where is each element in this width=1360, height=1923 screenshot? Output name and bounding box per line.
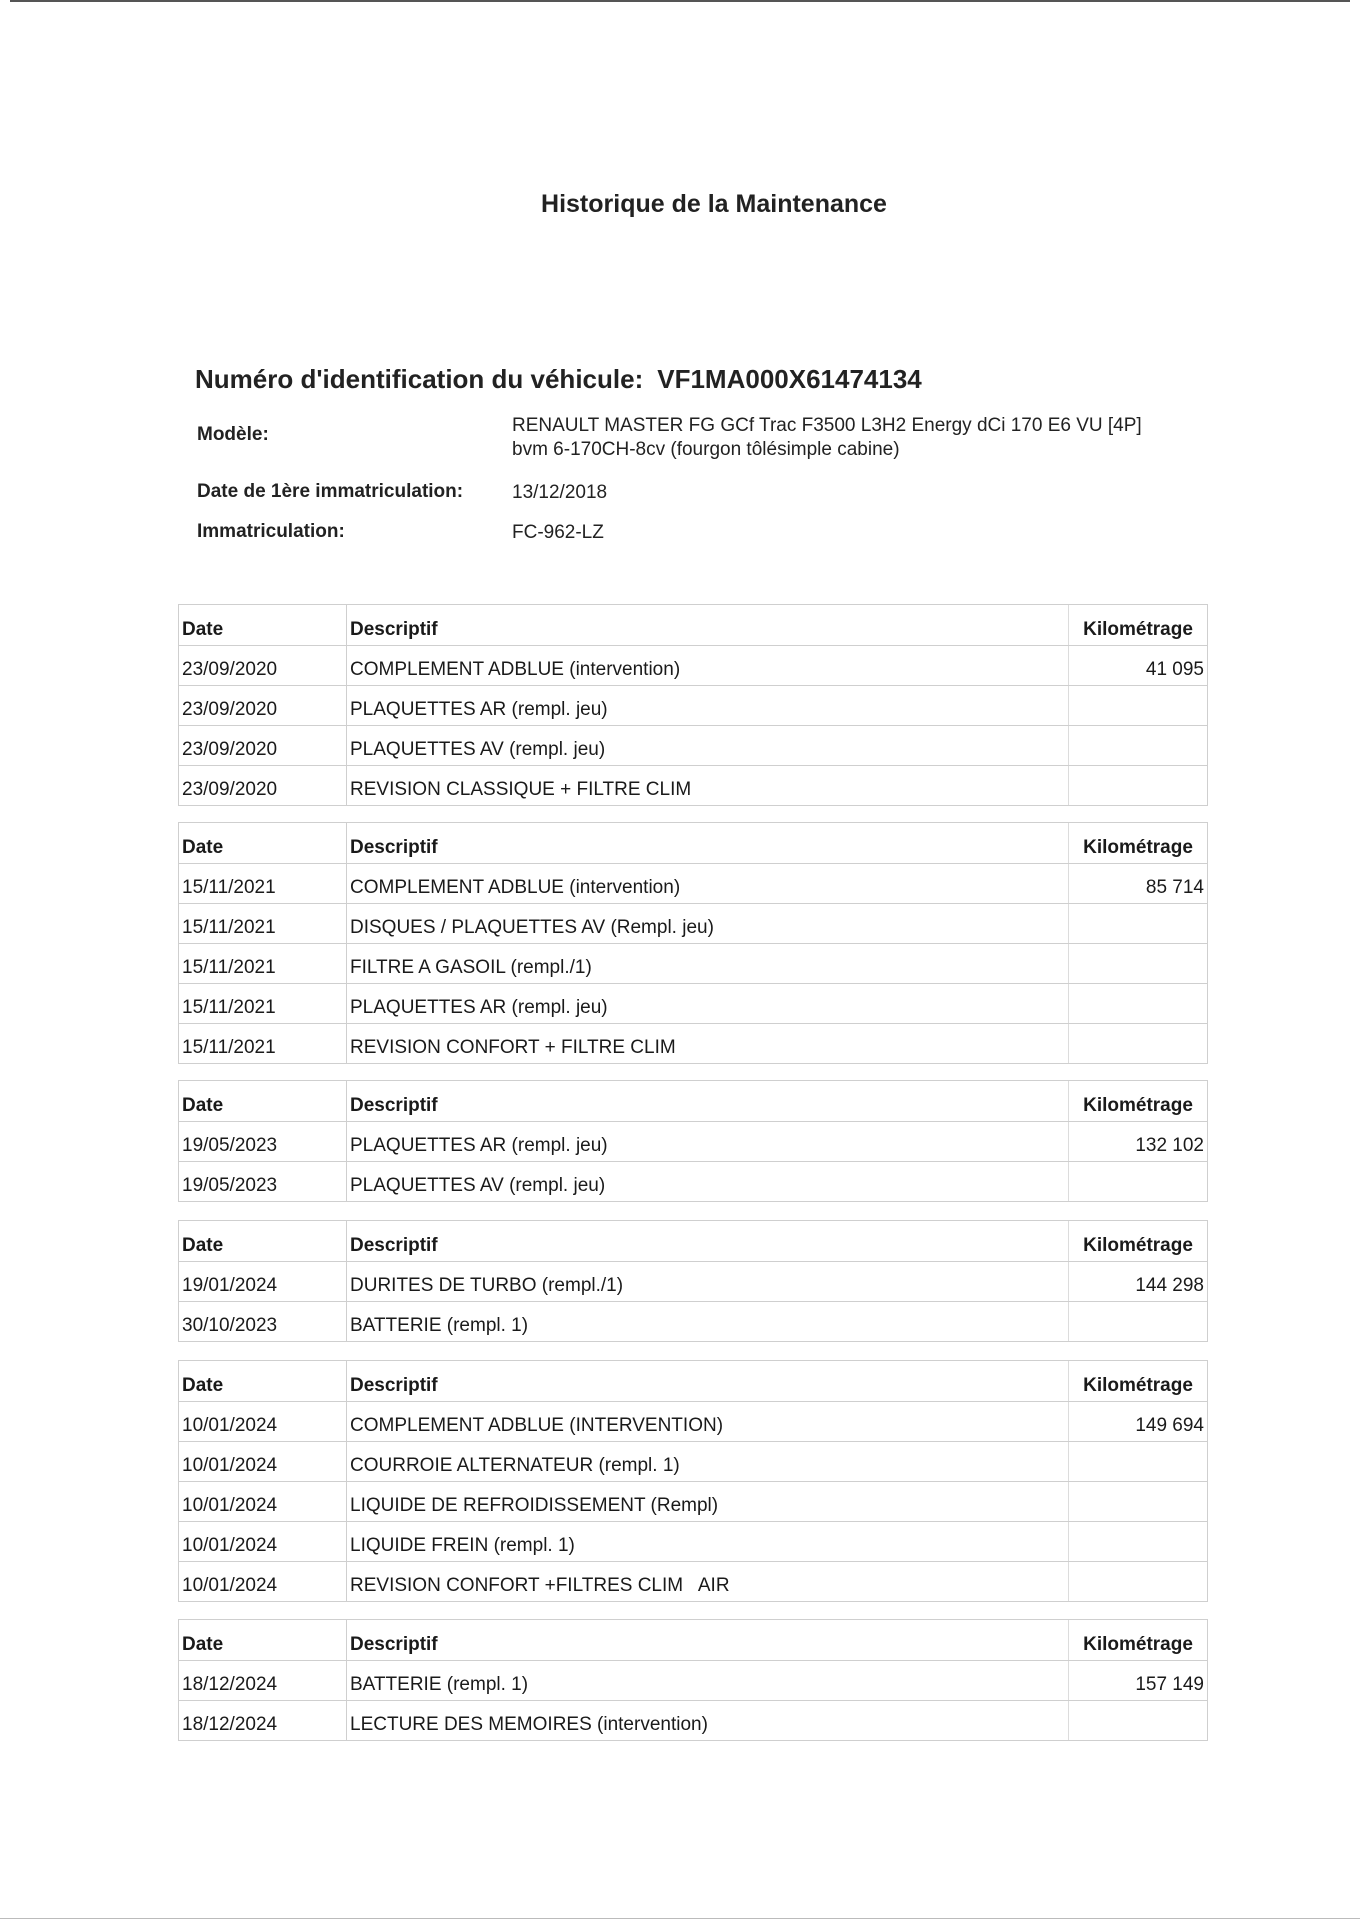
row-descriptif: LIQUIDE DE REFROIDISSEMENT (Rempl) xyxy=(346,1482,1058,1521)
header-descriptif: Descriptif xyxy=(346,605,1058,645)
table-row xyxy=(178,726,1208,766)
row-date: 10/01/2024 xyxy=(178,1522,346,1561)
table-row xyxy=(178,1482,1208,1522)
vin-line xyxy=(195,364,922,395)
bottom-rule xyxy=(0,1918,1360,1919)
row-descriptif: DURITES DE TURBO (rempl./1) xyxy=(346,1262,1058,1301)
header-date: Date xyxy=(178,823,346,863)
plate-value: FC-962-LZ xyxy=(512,522,604,543)
row-date: 23/09/2020 xyxy=(178,646,346,685)
table-header-row xyxy=(178,1081,1208,1122)
table-header-row xyxy=(178,823,1208,864)
row-descriptif: BATTERIE (rempl. 1) xyxy=(346,1661,1058,1700)
maintenance-table-4 xyxy=(178,1220,1208,1342)
header-kilometrage: Kilométrage xyxy=(1068,1361,1208,1401)
table-row xyxy=(178,1562,1208,1602)
maintenance-table-5 xyxy=(178,1360,1208,1602)
row-kilometrage xyxy=(1068,1562,1208,1601)
header-date: Date xyxy=(178,605,346,645)
table-row xyxy=(178,766,1208,806)
row-kilometrage xyxy=(1068,944,1208,983)
model-line-1: RENAULT MASTER FG GCf Trac F3500 L3H2 Energy dCi 170 E6 VU [4P] xyxy=(512,415,1142,436)
row-date: 19/05/2023 xyxy=(178,1122,346,1161)
row-date: 15/11/2021 xyxy=(178,1024,346,1063)
row-date: 15/11/2021 xyxy=(178,984,346,1023)
row-descriptif: LIQUIDE FREIN (rempl. 1) xyxy=(346,1522,1058,1561)
row-descriptif: REVISION CLASSIQUE + FILTRE CLIM xyxy=(346,766,1058,805)
row-kilometrage xyxy=(1068,766,1208,805)
row-kilometrage xyxy=(1068,1024,1208,1063)
plate-label: Immatriculation: xyxy=(197,521,345,542)
row-kilometrage: 132 102 xyxy=(1068,1122,1208,1161)
row-date: 10/01/2024 xyxy=(178,1402,346,1441)
row-date: 23/09/2020 xyxy=(178,686,346,725)
row-descriptif: PLAQUETTES AV (rempl. jeu) xyxy=(346,1162,1058,1201)
header-kilometrage: Kilométrage xyxy=(1068,1081,1208,1121)
table-row xyxy=(178,1024,1208,1064)
table-header-row xyxy=(178,1361,1208,1402)
maintenance-table-3 xyxy=(178,1080,1208,1202)
header-date: Date xyxy=(178,1081,346,1121)
table-row xyxy=(178,1442,1208,1482)
row-date: 23/09/2020 xyxy=(178,766,346,805)
row-date: 10/01/2024 xyxy=(178,1562,346,1601)
table-row xyxy=(178,904,1208,944)
table-row xyxy=(178,1402,1208,1442)
row-date: 18/12/2024 xyxy=(178,1661,346,1700)
vin-label: Numéro d'identification du véhicule: xyxy=(195,364,644,394)
row-kilometrage xyxy=(1068,1302,1208,1341)
row-date: 10/01/2024 xyxy=(178,1482,346,1521)
header-date: Date xyxy=(178,1361,346,1401)
header-descriptif: Descriptif xyxy=(346,1081,1058,1121)
header-descriptif: Descriptif xyxy=(346,1221,1058,1261)
table-header-row xyxy=(178,605,1208,646)
row-kilometrage xyxy=(1068,1442,1208,1481)
row-kilometrage xyxy=(1068,904,1208,943)
table-row xyxy=(178,1262,1208,1302)
header-date: Date xyxy=(178,1620,346,1660)
table-header-row xyxy=(178,1221,1208,1262)
row-descriptif: BATTERIE (rempl. 1) xyxy=(346,1302,1058,1341)
row-date: 18/12/2024 xyxy=(178,1701,346,1740)
header-kilometrage: Kilométrage xyxy=(1068,1620,1208,1660)
row-descriptif: COMPLEMENT ADBLUE (intervention) xyxy=(346,864,1058,903)
header-kilometrage: Kilométrage xyxy=(1068,823,1208,863)
header-kilometrage: Kilométrage xyxy=(1068,1221,1208,1261)
table-row xyxy=(178,1661,1208,1701)
table-row xyxy=(178,864,1208,904)
table-row xyxy=(178,944,1208,984)
header-kilometrage: Kilométrage xyxy=(1068,605,1208,645)
vin-value: VF1MA000X61474134 xyxy=(657,364,922,394)
maintenance-table-6 xyxy=(178,1619,1208,1741)
row-descriptif: PLAQUETTES AR (rempl. jeu) xyxy=(346,984,1058,1023)
table-row xyxy=(178,646,1208,686)
table-row xyxy=(178,984,1208,1024)
row-descriptif: COURROIE ALTERNATEUR (rempl. 1) xyxy=(346,1442,1058,1481)
row-descriptif: REVISION CONFORT + FILTRE CLIM xyxy=(346,1024,1058,1063)
maintenance-table-1 xyxy=(178,604,1208,806)
table-row xyxy=(178,1162,1208,1202)
model-label: Modèle: xyxy=(197,424,269,445)
header-date: Date xyxy=(178,1221,346,1261)
row-kilometrage xyxy=(1068,686,1208,725)
row-kilometrage: 149 694 xyxy=(1068,1402,1208,1441)
row-kilometrage xyxy=(1068,984,1208,1023)
row-descriptif: FILTRE A GASOIL (rempl./1) xyxy=(346,944,1058,983)
model-line-2: bvm 6-170CH-8cv (fourgon tôlésimple cabine) xyxy=(512,439,900,460)
table-row xyxy=(178,686,1208,726)
row-descriptif: COMPLEMENT ADBLUE (INTERVENTION) xyxy=(346,1402,1058,1441)
row-date: 23/09/2020 xyxy=(178,726,346,765)
row-date: 19/01/2024 xyxy=(178,1262,346,1301)
table-row xyxy=(178,1122,1208,1162)
row-kilometrage: 85 714 xyxy=(1068,864,1208,903)
row-kilometrage xyxy=(1068,1162,1208,1201)
maintenance-table-2 xyxy=(178,822,1208,1064)
row-date: 30/10/2023 xyxy=(178,1302,346,1341)
row-kilometrage xyxy=(1068,726,1208,765)
row-kilometrage: 157 149 xyxy=(1068,1661,1208,1700)
row-date: 15/11/2021 xyxy=(178,944,346,983)
row-kilometrage xyxy=(1068,1522,1208,1561)
row-date: 15/11/2021 xyxy=(178,904,346,943)
model-value xyxy=(512,414,1142,462)
row-descriptif: PLAQUETTES AR (rempl. jeu) xyxy=(346,1122,1058,1161)
header-descriptif: Descriptif xyxy=(346,1361,1058,1401)
row-descriptif: REVISION CONFORT +FILTRES CLIM AIR xyxy=(346,1562,1058,1601)
row-date: 15/11/2021 xyxy=(178,864,346,903)
table-row xyxy=(178,1522,1208,1562)
row-date: 19/05/2023 xyxy=(178,1162,346,1201)
row-descriptif: PLAQUETTES AR (rempl. jeu) xyxy=(346,686,1058,725)
row-date: 10/01/2024 xyxy=(178,1442,346,1481)
row-kilometrage xyxy=(1068,1701,1208,1740)
table-header-row xyxy=(178,1620,1208,1661)
top-rule xyxy=(10,0,1350,2)
first-registration-value: 13/12/2018 xyxy=(512,482,608,503)
header-descriptif: Descriptif xyxy=(346,1620,1058,1660)
row-kilometrage: 41 095 xyxy=(1068,646,1208,685)
row-descriptif: PLAQUETTES AV (rempl. jeu) xyxy=(346,726,1058,765)
row-kilometrage xyxy=(1068,1482,1208,1521)
page-title: Historique de la Maintenance xyxy=(541,190,887,218)
row-descriptif: DISQUES / PLAQUETTES AV (Rempl. jeu) xyxy=(346,904,1058,943)
table-row xyxy=(178,1701,1208,1741)
row-descriptif: LECTURE DES MEMOIRES (intervention) xyxy=(346,1701,1058,1740)
row-kilometrage: 144 298 xyxy=(1068,1262,1208,1301)
table-row xyxy=(178,1302,1208,1342)
header-descriptif: Descriptif xyxy=(346,823,1058,863)
row-descriptif: COMPLEMENT ADBLUE (intervention) xyxy=(346,646,1058,685)
first-registration-label: Date de 1ère immatriculation: xyxy=(197,481,464,502)
